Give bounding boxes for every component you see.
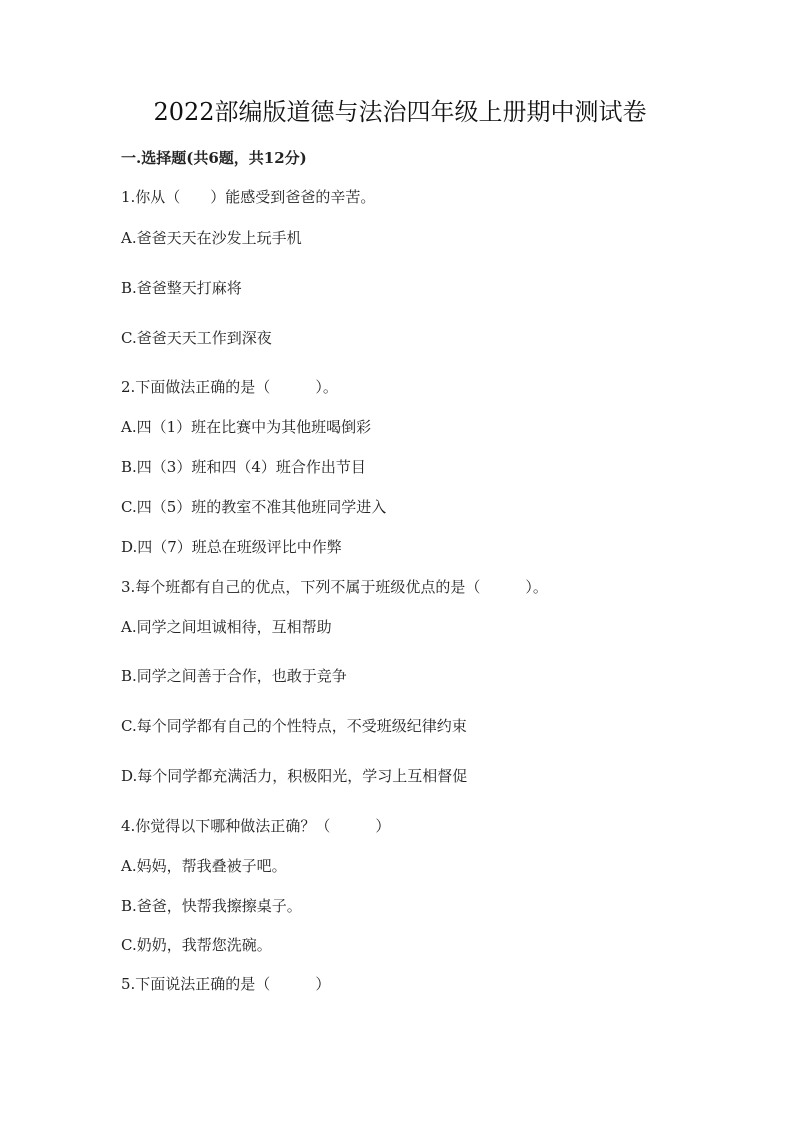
- question-2-option-a: A.四（1）班在比赛中为其他班喝倒彩: [121, 418, 372, 436]
- question-4-option-b: B.爸爸，快帮我擦擦桌子。: [121, 897, 302, 915]
- question-3-option-c: C.每个同学都有自己的个性特点，不受班级纪律约束: [121, 717, 467, 735]
- question-stem-3: 3.每个班都有自己的优点，下列不属于班级优点的是（ ）。: [121, 578, 548, 596]
- question-4-option-a: A.妈妈，帮我叠被子吧。: [121, 857, 287, 875]
- page-title: 2022部编版道德与法治四年级上册期中测试卷: [153, 98, 647, 126]
- question-stem-1: 1.你从（ ）能感受到爸爸的辛苦。: [121, 188, 376, 206]
- question-3-option-d: D.每个同学都充满活力，积极阳光，学习上互相督促: [121, 767, 468, 785]
- question-2-option-c: C.四（5）班的教室不准其他班同学进入: [121, 498, 387, 516]
- question-1-option-c: C.爸爸天天工作到深夜: [121, 329, 272, 347]
- question-3-option-b: B.同学之间善于合作，也敢于竞争: [121, 667, 347, 685]
- question-stem-5: 5.下面说法正确的是（ ）: [121, 975, 331, 993]
- question-3-option-a: A.同学之间坦诚相待，互相帮助: [121, 618, 332, 636]
- question-4-option-c: C.奶奶，我帮您洗碗。: [121, 936, 272, 954]
- question-2-option-b: B.四（3）班和四（4）班合作出节目: [121, 458, 366, 476]
- section-heading: 一.选择题(共6题，共12分): [121, 149, 307, 167]
- question-stem-4: 4.你觉得以下哪种做法正确？（ ）: [121, 817, 391, 835]
- question-stem-2: 2.下面做法正确的是（ ）。: [121, 378, 338, 396]
- question-1-option-a: A.爸爸天天在沙发上玩手机: [121, 229, 302, 247]
- question-2-option-d: D.四（7）班总在班级评比中作弊: [121, 538, 342, 556]
- question-1-option-b: B.爸爸整天打麻将: [121, 279, 242, 297]
